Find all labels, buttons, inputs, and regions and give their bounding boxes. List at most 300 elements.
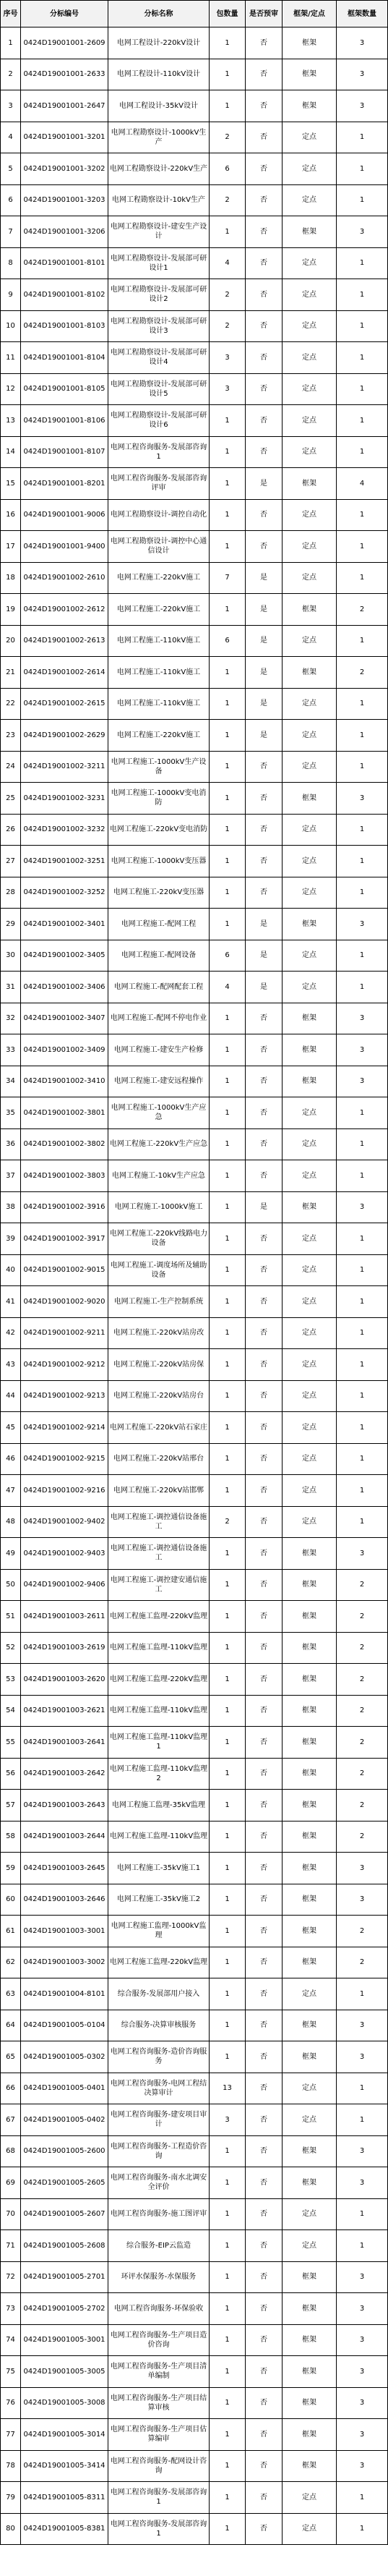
cell-lot-code: 0424D19001005-3005 (21, 2356, 108, 2388)
cell-prequal: 否 (246, 27, 283, 59)
cell-frame-count: 1 (337, 1349, 388, 1381)
cell-seq: 75 (1, 2356, 21, 2388)
cell-prequal: 否 (246, 1632, 283, 1664)
cell-frame-fixed: 定点 (283, 184, 337, 216)
cell-prequal: 否 (246, 1160, 283, 1192)
cell-seq: 78 (1, 2450, 21, 2482)
cell-frame-count: 2 (337, 1569, 388, 1601)
cell-prequal: 否 (246, 846, 283, 877)
cell-frame-count: 2 (337, 594, 388, 626)
cell-lot-code: 0424D19001003-2642 (21, 1758, 108, 1790)
cell-prequal: 否 (246, 2104, 283, 2136)
table-row (1, 1947, 388, 1978)
table-row (1, 2041, 388, 2073)
cell-package-count: 6 (210, 625, 246, 657)
cell-frame-count: 1 (337, 1286, 388, 1318)
cell-frame-fixed: 定点 (283, 751, 337, 783)
cell-frame-count: 2 (337, 1916, 388, 1947)
cell-lot-code: 0424D19001003-2645 (21, 1853, 108, 1884)
cell-lot-code: 0424D19001005-3008 (21, 2387, 108, 2419)
table-row (1, 1569, 388, 1601)
cell-prequal: 否 (246, 1884, 283, 1916)
cell-seq: 62 (1, 1947, 21, 1978)
cell-package-count: 1 (210, 1853, 246, 1884)
cell-frame-count: 1 (337, 310, 388, 342)
cell-prequal: 否 (246, 1947, 283, 1978)
cell-lot-name: 电网工程施工-110kV施工 (108, 625, 210, 657)
table-row (1, 2104, 388, 2136)
cell-prequal: 否 (246, 1506, 283, 1538)
cell-package-count: 1 (210, 2135, 246, 2167)
cell-frame-fixed: 定点 (283, 2482, 337, 2514)
cell-frame-count: 1 (337, 1223, 388, 1255)
cell-frame-count: 2 (337, 1695, 388, 1727)
cell-frame-count: 1 (337, 184, 388, 216)
cell-frame-fixed: 框架 (283, 2010, 337, 2041)
cell-package-count: 1 (210, 468, 246, 500)
cell-frame-fixed: 框架 (283, 1003, 337, 1034)
table-row (1, 2073, 388, 2104)
cell-lot-code: 0424D19001001-9006 (21, 499, 108, 531)
cell-lot-name: 电网工程施工-调度场所及辅助设备 (108, 1254, 210, 1286)
cell-package-count: 2 (210, 310, 246, 342)
cell-prequal: 否 (246, 1790, 283, 1822)
table-row (1, 1695, 388, 1727)
cell-frame-count: 2 (337, 1727, 388, 1759)
cell-lot-code: 0424D19001002-9215 (21, 1443, 108, 1475)
cell-seq: 22 (1, 688, 21, 720)
cell-seq: 66 (1, 2073, 21, 2104)
cell-lot-code: 0424D19001005-0401 (21, 2073, 108, 2104)
cell-prequal: 否 (246, 2167, 283, 2199)
table-row (1, 1443, 388, 1475)
cell-lot-name: 电网工程施工监理-110kV监理 (108, 1821, 210, 1853)
cell-lot-name: 电网工程咨询服务-生产项目结算审核 (108, 2387, 210, 2419)
cell-package-count: 1 (210, 531, 246, 563)
cell-prequal: 否 (246, 279, 283, 311)
cell-prequal: 否 (246, 2482, 283, 2514)
cell-lot-name: 电网工程施工-220kV站房改 (108, 1317, 210, 1349)
cell-lot-code: 0424D19001005-2701 (21, 2261, 108, 2293)
cell-lot-name: 电网工程施工-220kV线路电力设备 (108, 1223, 210, 1255)
cell-package-count: 7 (210, 562, 246, 594)
cell-lot-code: 0424D19001002-3916 (21, 1191, 108, 1223)
table-row (1, 2198, 388, 2230)
cell-package-count: 1 (210, 27, 246, 59)
cell-prequal: 否 (246, 310, 283, 342)
cell-package-count: 1 (210, 657, 246, 689)
cell-lot-name: 电网工程咨询服务-发展部咨询1 (108, 2513, 210, 2545)
table-row (1, 1003, 388, 1034)
cell-package-count: 1 (210, 2324, 246, 2356)
cell-lot-name: 电网工程施工-1000kV生产设备 (108, 751, 210, 783)
cell-lot-name: 电网工程施工-1000kV生产应急 (108, 1097, 210, 1129)
cell-frame-fixed: 定点 (283, 1380, 337, 1412)
cell-frame-count: 1 (337, 2513, 388, 2545)
cell-lot-name: 电网工程咨询服务-工程造价咨询 (108, 2135, 210, 2167)
cell-prequal: 否 (246, 2041, 283, 2073)
cell-lot-name: 电网工程勘察设计-10kV生产 (108, 184, 210, 216)
cell-package-count: 1 (210, 499, 246, 531)
table-row (1, 436, 388, 468)
cell-frame-fixed: 定点 (283, 688, 337, 720)
cell-frame-fixed: 框架 (283, 1569, 337, 1601)
cell-frame-fixed: 框架 (283, 1538, 337, 1570)
table-row (1, 2293, 388, 2325)
cell-frame-fixed: 定点 (283, 1286, 337, 1318)
cell-lot-name: 电网工程勘察设计-发展部可研设计4 (108, 342, 210, 374)
cell-lot-name: 电网工程施工-220kV生产应急 (108, 1128, 210, 1160)
cell-prequal: 否 (246, 2419, 283, 2451)
cell-seq: 73 (1, 2293, 21, 2325)
header-seq: 序号 (1, 1, 21, 27)
cell-frame-count: 3 (337, 2167, 388, 2199)
table-row (1, 405, 388, 437)
cell-lot-code: 0424D19001001-9400 (21, 531, 108, 563)
cell-lot-name: 电网工程施工-220kV站邯郸 (108, 1475, 210, 1507)
cell-frame-count: 3 (337, 1003, 388, 1034)
cell-frame-fixed: 框架 (283, 1695, 337, 1727)
cell-lot-name: 电网工程设计-220kV设计 (108, 27, 210, 59)
cell-frame-count: 1 (337, 2073, 388, 2104)
cell-frame-fixed: 定点 (283, 2198, 337, 2230)
cell-lot-code: 0424D19001001-2609 (21, 27, 108, 59)
cell-lot-code: 0424D19001005-3001 (21, 2324, 108, 2356)
cell-package-count: 1 (210, 436, 246, 468)
cell-lot-code: 0424D19001002-3917 (21, 1223, 108, 1255)
table-row (1, 216, 388, 248)
cell-package-count: 1 (210, 1097, 246, 1129)
cell-prequal: 否 (246, 1003, 283, 1034)
table-row (1, 562, 388, 594)
cell-prequal: 否 (246, 2135, 283, 2167)
cell-frame-count: 2 (337, 1821, 388, 1853)
cell-frame-fixed: 框架 (283, 1821, 337, 1853)
cell-seq: 9 (1, 279, 21, 311)
cell-package-count: 1 (210, 909, 246, 940)
table-row (1, 1097, 388, 1129)
cell-seq: 10 (1, 310, 21, 342)
cell-seq: 18 (1, 562, 21, 594)
cell-lot-name: 电网工程咨询服务-造价咨询服务 (108, 2041, 210, 2073)
cell-seq: 2 (1, 59, 21, 90)
table-row (1, 846, 388, 877)
cell-package-count: 1 (210, 751, 246, 783)
cell-package-count: 1 (210, 1790, 246, 1822)
cell-prequal: 否 (246, 1286, 283, 1318)
cell-frame-fixed: 定点 (283, 310, 337, 342)
cell-lot-code: 0424D19001002-2614 (21, 657, 108, 689)
cell-seq: 40 (1, 1254, 21, 1286)
cell-prequal: 否 (246, 1569, 283, 1601)
table-row (1, 1475, 388, 1507)
cell-lot-name: 电网工程施工-1000kV变压器 (108, 846, 210, 877)
cell-lot-name: 电网工程施工-1000kV施工 (108, 1191, 210, 1223)
cell-lot-name: 电网工程施工-220kV站房台 (108, 1380, 210, 1412)
cell-prequal: 否 (246, 1758, 283, 1790)
table-row (1, 1034, 388, 1066)
cell-lot-name: 电网工程勘察设计-建安生产设计 (108, 216, 210, 248)
cell-package-count: 4 (210, 247, 246, 279)
cell-seq: 44 (1, 1380, 21, 1412)
cell-package-count: 1 (210, 2387, 246, 2419)
cell-frame-fixed: 框架 (283, 2293, 337, 2325)
table-row (1, 279, 388, 311)
cell-lot-name: 电网工程施工-调控通信设备施工 (108, 1538, 210, 1570)
cell-frame-count: 2 (337, 1790, 388, 1822)
cell-seq: 58 (1, 1821, 21, 1853)
cell-prequal: 否 (246, 877, 283, 909)
cell-frame-fixed: 定点 (283, 2073, 337, 2104)
cell-lot-code: 0424D19001001-8201 (21, 468, 108, 500)
cell-seq: 52 (1, 1632, 21, 1664)
cell-frame-count: 1 (337, 940, 388, 972)
cell-frame-fixed: 框架 (283, 1884, 337, 1916)
table-row (1, 310, 388, 342)
cell-frame-fixed: 框架 (283, 657, 337, 689)
cell-lot-name: 电网工程咨询服务-南水北调安全评价 (108, 2167, 210, 2199)
cell-frame-count: 1 (337, 1978, 388, 2010)
cell-seq: 19 (1, 594, 21, 626)
table-row (1, 373, 388, 405)
cell-prequal: 是 (246, 657, 283, 689)
cell-prequal: 否 (246, 59, 283, 90)
cell-package-count: 1 (210, 1978, 246, 2010)
table-row (1, 877, 388, 909)
cell-prequal: 否 (246, 90, 283, 122)
cell-seq: 8 (1, 247, 21, 279)
cell-seq: 68 (1, 2135, 21, 2167)
header-lot-code: 分标编号 (21, 1, 108, 27)
cell-seq: 70 (1, 2198, 21, 2230)
cell-lot-code: 0424D19001001-3203 (21, 184, 108, 216)
table-row (1, 1380, 388, 1412)
table-row (1, 468, 388, 500)
cell-lot-name: 电网工程咨询服务-电网工程结决算审计 (108, 2073, 210, 2104)
cell-seq: 61 (1, 1916, 21, 1947)
cell-lot-code: 0424D19001001-3206 (21, 216, 108, 248)
cell-prequal: 否 (246, 1821, 283, 1853)
cell-lot-name: 电网工程设计-110kV设计 (108, 59, 210, 90)
cell-frame-fixed: 定点 (283, 625, 337, 657)
table-row (1, 1160, 388, 1192)
cell-package-count: 1 (210, 846, 246, 877)
table-row (1, 90, 388, 122)
cell-lot-code: 0424D19001002-3801 (21, 1097, 108, 1129)
cell-frame-fixed: 框架 (283, 1853, 337, 1884)
cell-lot-code: 0424D19001005-2607 (21, 2198, 108, 2230)
cell-frame-fixed: 定点 (283, 562, 337, 594)
cell-package-count: 1 (210, 1223, 246, 1255)
table-row (1, 2135, 388, 2167)
cell-seq: 39 (1, 1223, 21, 1255)
header-frame-count: 框架数量 (337, 1, 388, 27)
table-row (1, 1790, 388, 1822)
table-row (1, 531, 388, 563)
cell-frame-count: 1 (337, 153, 388, 185)
cell-frame-count: 1 (337, 247, 388, 279)
header-lot-name: 分标名称 (108, 1, 210, 27)
cell-frame-fixed: 框架 (283, 2324, 337, 2356)
cell-prequal: 是 (246, 720, 283, 752)
cell-lot-code: 0424D19001002-2615 (21, 688, 108, 720)
cell-seq: 46 (1, 1443, 21, 1475)
cell-frame-count: 1 (337, 1412, 388, 1444)
cell-seq: 56 (1, 1758, 21, 1790)
cell-lot-name: 电网工程施工监理-220kV监理 (108, 1664, 210, 1696)
cell-lot-name: 电网工程咨询服务-发展部咨询1 (108, 2482, 210, 2514)
cell-seq: 49 (1, 1538, 21, 1570)
cell-seq: 41 (1, 1286, 21, 1318)
cell-lot-code: 0424D19001005-0302 (21, 2041, 108, 2073)
table-row (1, 2419, 388, 2451)
cell-lot-code: 0424D19001002-2613 (21, 625, 108, 657)
cell-seq: 7 (1, 216, 21, 248)
cell-prequal: 否 (246, 1128, 283, 1160)
cell-seq: 11 (1, 342, 21, 374)
cell-frame-fixed: 定点 (283, 2230, 337, 2262)
cell-prequal: 否 (246, 1916, 283, 1947)
cell-package-count: 1 (210, 1475, 246, 1507)
cell-frame-count: 3 (337, 783, 388, 815)
cell-package-count: 1 (210, 1128, 246, 1160)
cell-lot-code: 0424D19001002-3410 (21, 1066, 108, 1097)
cell-prequal: 否 (246, 1538, 283, 1570)
cell-package-count: 1 (210, 1034, 246, 1066)
cell-frame-count: 1 (337, 814, 388, 846)
cell-frame-count: 1 (337, 846, 388, 877)
cell-lot-name: 电网工程施工监理-220kV监理 (108, 1601, 210, 1633)
cell-prequal: 否 (246, 2356, 283, 2388)
cell-package-count: 1 (210, 814, 246, 846)
cell-package-count: 1 (210, 1380, 246, 1412)
cell-frame-fixed: 框架 (283, 909, 337, 940)
cell-package-count: 2 (210, 122, 246, 153)
cell-frame-count: 3 (337, 1066, 388, 1097)
cell-seq: 15 (1, 468, 21, 500)
cell-package-count: 1 (210, 90, 246, 122)
cell-frame-fixed: 定点 (283, 342, 337, 374)
cell-lot-code: 0424D19001005-3014 (21, 2419, 108, 2451)
table-row (1, 625, 388, 657)
cell-lot-name: 电网工程咨询服务-配网设计咨询 (108, 2450, 210, 2482)
cell-prequal: 否 (246, 2010, 283, 2041)
cell-seq: 30 (1, 940, 21, 972)
cell-prequal: 否 (246, 783, 283, 815)
cell-prequal: 否 (246, 2293, 283, 2325)
cell-frame-fixed: 定点 (283, 846, 337, 877)
cell-frame-count: 1 (337, 720, 388, 752)
table-row (1, 814, 388, 846)
table-row (1, 688, 388, 720)
cell-lot-code: 0424D19001003-2621 (21, 1695, 108, 1727)
cell-prequal: 否 (246, 122, 283, 153)
cell-prequal: 否 (246, 1443, 283, 1475)
cell-prequal: 否 (246, 1349, 283, 1381)
table-row (1, 1223, 388, 1255)
cell-prequal: 否 (246, 247, 283, 279)
cell-package-count: 1 (210, 1317, 246, 1349)
cell-package-count: 1 (210, 1443, 246, 1475)
cell-lot-name: 电网工程施工监理-110kV监理1 (108, 1727, 210, 1759)
cell-lot-code: 0424D19001001-8107 (21, 436, 108, 468)
table-row (1, 1128, 388, 1160)
cell-lot-code: 0424D19001002-9214 (21, 1412, 108, 1444)
cell-frame-fixed: 定点 (283, 1254, 337, 1286)
cell-seq: 21 (1, 657, 21, 689)
table-row (1, 2010, 388, 2041)
cell-seq: 63 (1, 1978, 21, 2010)
cell-frame-count: 2 (337, 1758, 388, 1790)
cell-frame-fixed: 定点 (283, 720, 337, 752)
cell-frame-fixed: 框架 (283, 468, 337, 500)
cell-lot-code: 0424D19001002-3252 (21, 877, 108, 909)
cell-frame-fixed: 框架 (283, 1664, 337, 1696)
cell-lot-code: 0424D19001002-3406 (21, 972, 108, 1003)
cell-prequal: 否 (246, 2387, 283, 2419)
cell-package-count: 1 (210, 1758, 246, 1790)
cell-frame-count: 1 (337, 436, 388, 468)
cell-lot-name: 电网工程勘察设计-发展部可研设计5 (108, 373, 210, 405)
table-row (1, 247, 388, 279)
cell-frame-count: 3 (337, 2450, 388, 2482)
cell-package-count: 1 (210, 1821, 246, 1853)
cell-package-count: 1 (210, 1412, 246, 1444)
cell-lot-code: 0424D19001003-3001 (21, 1916, 108, 1947)
cell-prequal: 否 (246, 1475, 283, 1507)
cell-lot-name: 电网工程施工-配网配套工程 (108, 972, 210, 1003)
cell-frame-count: 1 (337, 499, 388, 531)
cell-frame-count: 1 (337, 2104, 388, 2136)
cell-seq: 42 (1, 1317, 21, 1349)
cell-prequal: 否 (246, 342, 283, 374)
cell-seq: 74 (1, 2324, 21, 2356)
cell-frame-fixed: 框架 (283, 783, 337, 815)
cell-seq: 79 (1, 2482, 21, 2514)
cell-package-count: 1 (210, 1947, 246, 1978)
table-row (1, 2167, 388, 2199)
cell-frame-fixed: 定点 (283, 1412, 337, 1444)
cell-package-count: 3 (210, 373, 246, 405)
cell-lot-code: 0424D19001003-2641 (21, 1727, 108, 1759)
cell-package-count: 1 (210, 1632, 246, 1664)
cell-prequal: 否 (246, 2513, 283, 2545)
cell-lot-name: 环评水保服务-水保服务 (108, 2261, 210, 2293)
cell-package-count: 1 (210, 1601, 246, 1633)
cell-lot-name: 电网工程设计-35kV设计 (108, 90, 210, 122)
table-row (1, 2324, 388, 2356)
cell-frame-fixed: 框架 (283, 594, 337, 626)
cell-seq: 33 (1, 1034, 21, 1066)
cell-frame-count: 1 (337, 1254, 388, 1286)
cell-prequal: 否 (246, 2230, 283, 2262)
cell-seq: 34 (1, 1066, 21, 1097)
cell-package-count: 1 (210, 2482, 246, 2514)
cell-frame-fixed: 定点 (283, 877, 337, 909)
table-row (1, 940, 388, 972)
table-row (1, 153, 388, 185)
cell-lot-code: 0424D19001003-2620 (21, 1664, 108, 1696)
cell-seq: 57 (1, 1790, 21, 1822)
cell-seq: 35 (1, 1097, 21, 1129)
cell-frame-count: 3 (337, 27, 388, 59)
cell-lot-code: 0424D19001001-8106 (21, 405, 108, 437)
cell-frame-count: 1 (337, 342, 388, 374)
cell-frame-count: 3 (337, 216, 388, 248)
table-row (1, 720, 388, 752)
cell-package-count: 1 (210, 1286, 246, 1318)
cell-frame-count: 3 (337, 59, 388, 90)
